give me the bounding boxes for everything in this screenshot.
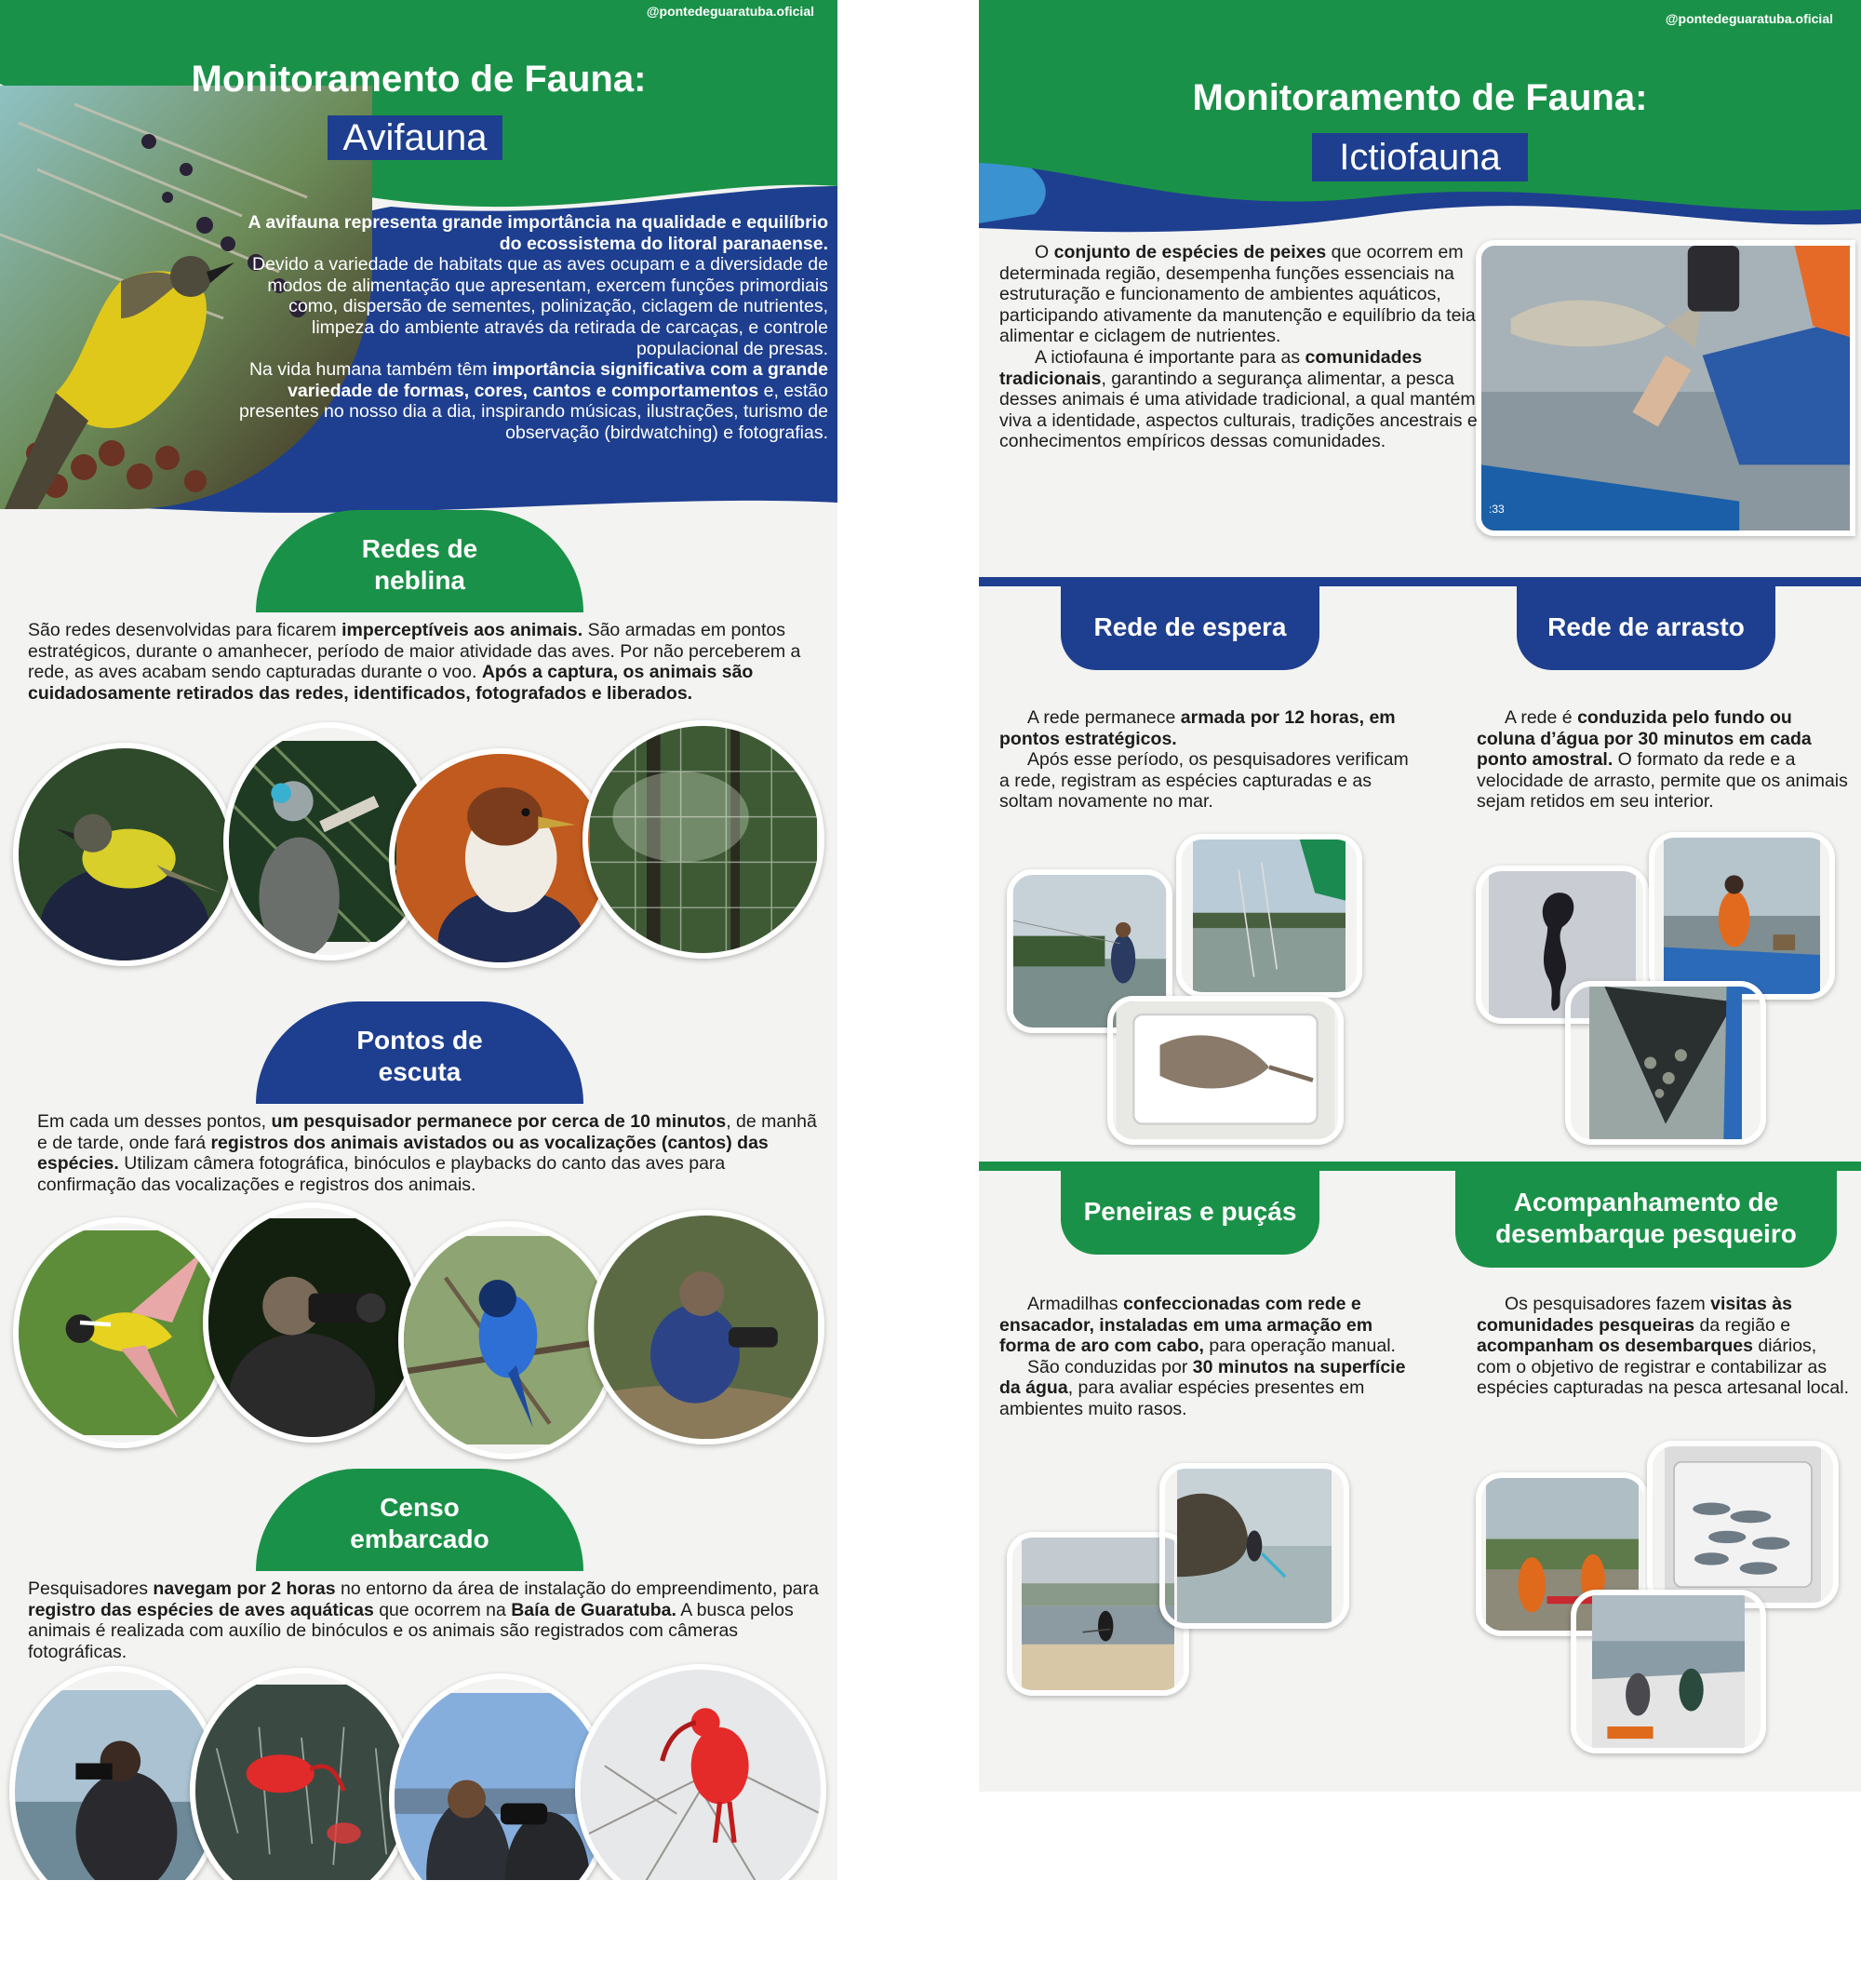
social-handle: @pontedeguaratuba.oficial	[1665, 11, 1833, 26]
photo-scarlet-ibis-on-branch	[575, 1664, 826, 1880]
method-paragraph	[1477, 707, 1849, 813]
redes-de-neblina-text	[28, 620, 819, 704]
method-text: , para avaliar espécies presentes em ambientes muito rasos.	[999, 1377, 1365, 1419]
section-text: São redes desenvolvidas para ficarem	[28, 620, 342, 640]
method-highlight: 30 minutos na superfície da água	[999, 1356, 1406, 1399]
intro-highlight: A avifauna representa grande importância na qualidade e equilíbrio do ecossistema do litoral paranaense.	[248, 212, 828, 254]
method-text: O formato da rede e a velocidade de arrasto, permite que os animais sejam retidos em seu interior.	[1477, 749, 1848, 813]
photo-researcher-at-rocks	[1159, 1463, 1349, 1629]
section-highlight: imperceptíveis aos animais.	[341, 620, 583, 640]
intro-paragraph-1	[999, 242, 1485, 347]
rede-de-arrasto-text	[1477, 707, 1849, 813]
photo-bird-in-flight	[13, 1217, 229, 1448]
section-paragraph	[37, 1111, 819, 1195]
method-text: A rede permanece	[1027, 707, 1181, 728]
section-paragraph	[28, 1578, 819, 1662]
photo-fish-in-crate	[1647, 1441, 1839, 1608]
intro-paragraph-3	[233, 359, 828, 443]
method-highlight: confeccionadas com rede e ensacador, instaladas em uma armação em forma de aro com cabo,	[999, 1294, 1373, 1357]
peneiras-e-pucas-text	[999, 1294, 1409, 1420]
method-title-acompanhamento-desembarque: Acompanhamento de desembarque pesqueiro	[1455, 1169, 1837, 1268]
section-text: São armadas em pontos estratégicos, durante o amanhecer, período de maior atividade das aves. Por não perceberem a rede, as aves acabam sendo capturadas durante o voo.	[28, 620, 801, 683]
avifauna-intro	[233, 212, 828, 444]
intro-paragraph-1	[233, 212, 828, 254]
method-title-peneiras-e-pucas: Peneiras e puçás	[1061, 1169, 1319, 1255]
method-text: A rede é	[1505, 707, 1578, 728]
method-text: para operação manual.	[1203, 1336, 1396, 1357]
method-paragraph	[999, 1357, 1409, 1420]
photo-stingray-in-tray	[1107, 996, 1344, 1145]
section-text: , de manhã e de tarde, onde fará	[37, 1111, 817, 1153]
section-highlight: navegam por 2 horas	[153, 1578, 336, 1599]
ictiofauna-poster	[979, 0, 1861, 1792]
section-highlight: registros dos animais avistados ou as vocalizações (cantos) das espécies.	[37, 1132, 769, 1175]
pontos-de-escuta-text	[37, 1111, 819, 1195]
method-text: da região e	[1694, 1314, 1791, 1336]
section-text: Pesquisadores	[28, 1578, 154, 1599]
method-text: Armadilhas	[1027, 1294, 1123, 1314]
method-title-rede-de-arrasto: Rede de arrasto	[1517, 584, 1775, 670]
intro-text: e, estão presentes no nosso dia a dia, inspirando músicas, ilustrações, turismo de observação (birdwatching) e fotografias.	[239, 380, 828, 443]
page-subtitle-tag: Ictiofauna	[1312, 133, 1528, 181]
intro-text: O	[1035, 242, 1054, 262]
method-highlight: armada por 12 horas, em pontos estratégicos.	[999, 707, 1396, 749]
section-title-redes-de-neblina: Redes de neblina	[256, 510, 583, 612]
social-handle: @pontedeguaratuba.oficial	[646, 4, 814, 19]
section-text: Em cada um desses pontos,	[37, 1111, 272, 1132]
method-paragraph	[999, 707, 1409, 749]
method-highlight: visitas às comunidades pesqueiras	[1477, 1294, 1792, 1336]
photo-scarlet-ibis-flock	[190, 1668, 413, 1880]
ictiofauna-intro	[999, 242, 1485, 452]
rede-de-espera-text	[999, 707, 1409, 813]
photo-yellow-bird-in-hand	[13, 743, 236, 966]
photo-fishing-boat-deck	[1571, 1590, 1766, 1753]
censo-embarcado-text	[28, 1578, 819, 1662]
intro-text: que ocorrem em determinada região, desempenha funções essenciais na estruturação e funcionamento de ambientes aquáticos, participando ativamente da manutenção e equilíbrio da teia alimentar e ciclagem de nutrientes.	[999, 242, 1476, 347]
intro-paragraph-2: Devido a variedade de habitats que as aves ocupam e a diversidade de modos de alimentação que apresentam, exercem funções primordiais como, dispersão de sementes, polinização, ciclagem de nutrientes, limpeza do ambiente através da retirada de carcaças, e controle populacional de presas.	[252, 254, 828, 359]
section-text: no entorno da área de instalação do empreendimento, para	[335, 1578, 819, 1599]
avifauna-poster	[0, 0, 837, 1880]
section-highlight: um pesquisador permanece por cerca de 10 minutos	[271, 1111, 727, 1132]
photo-catch-in-net	[1565, 981, 1766, 1145]
section-paragraph	[28, 620, 819, 704]
photo-researcher-with-camera-night	[203, 1202, 422, 1443]
method-highlight: conduzida pelo fundo ou coluna d’água por 30 minutos em cada ponto amostral.	[1477, 707, 1812, 771]
hero-fish-photo	[1476, 240, 1855, 536]
method-title-rede-de-espera: Rede de espera	[1061, 584, 1319, 670]
method-paragraph: Após esse período, os pesquisadores verificam a rede, registram as espécies capturadas e as soltam novamente no mar.	[999, 749, 1409, 813]
section-text: A busca pelos animais é realizada com auxílio de binóculos e os animais são registrados com câmeras fotográficas.	[28, 1599, 794, 1662]
photo-fisherman-on-blue-boat	[1649, 832, 1835, 1000]
section-text: Utilizam câmera fotográfica, binóculos e playbacks do canto das aves para confirmação das vocalizações e registros dos animais.	[37, 1153, 726, 1195]
section-text: que ocorrem na	[373, 1599, 512, 1620]
section-highlight: Após a captura, os animais são cuidadosamente retirados das redes, identificados, fotografados e liberados.	[28, 662, 754, 704]
photo-blue-bird-on-branch	[398, 1221, 618, 1459]
photo-net-over-water	[1176, 834, 1362, 998]
method-paragraph	[999, 1294, 1409, 1357]
intro-text: , garantindo a segurança alimentar, a pesca desses animais é uma atividade tradicional, a qual mantém viva a identidade, aspectos culturais, tradições ancestrais e conhecimentos empíricos dessas comunidades.	[999, 368, 1478, 452]
intro-text: Na vida humana também têm	[248, 359, 493, 381]
method-text: diários, com o objetivo de registrar e contabilizar as espécies capturadas na pesca artesanal local.	[1477, 1336, 1849, 1399]
photo-researcher-crouching	[588, 1210, 824, 1444]
intro-highlight: conjunto de espécies de peixes	[1053, 242, 1327, 262]
photo-brown-bird-in-hand	[389, 748, 612, 968]
page-subtitle-tag: Avifauna	[328, 115, 502, 160]
intro-text: A ictiofauna é importante para as	[1035, 346, 1305, 368]
section-highlight: Baía de Guaratuba.	[511, 1599, 676, 1620]
page-title: Monitoramento de Fauna:	[1192, 77, 1648, 118]
page-title: Monitoramento de Fauna:	[191, 59, 647, 100]
intro-highlight: importância significativa com a grande variedade de formas, cores, cantos e comportamentos	[288, 359, 828, 401]
section-highlight: registro das espécies de aves aquáticas	[28, 1599, 374, 1620]
method-paragraph	[1477, 1294, 1849, 1399]
method-text: Os pesquisadores fazem	[1505, 1294, 1711, 1314]
acompanhamento-text	[1477, 1294, 1849, 1399]
section-title-censo-embarcado: Censo embarcado	[256, 1469, 583, 1571]
video-timestamp: :33	[1489, 503, 1505, 516]
intro-highlight: comunidades tradicionais	[999, 346, 1423, 389]
intro-paragraph-2	[999, 347, 1485, 452]
method-highlight: acompanham os desembarques	[1477, 1336, 1753, 1357]
photo-mist-net-in-forest	[582, 720, 824, 959]
method-text: São conduzidas por	[1027, 1356, 1193, 1377]
section-title-pontos-de-escuta: Pontos de escuta	[256, 1001, 583, 1104]
